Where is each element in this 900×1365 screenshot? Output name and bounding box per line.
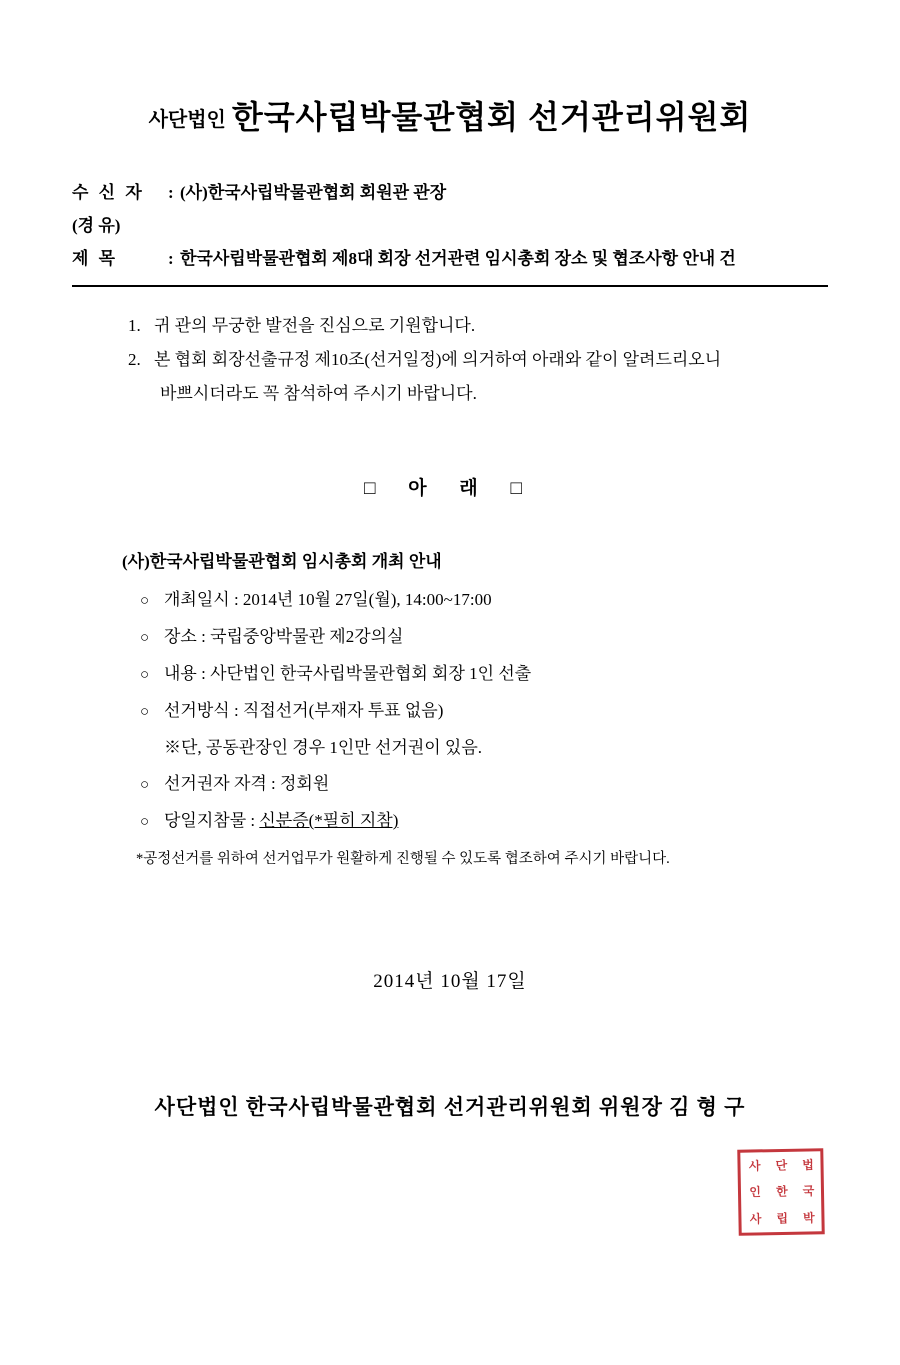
- recipient-separator: :: [168, 183, 174, 202]
- body-item-text: [154, 343, 828, 411]
- seal-cell: 립: [774, 1212, 789, 1226]
- seal-cell: 한: [774, 1185, 789, 1199]
- circle-bullet-icon: ○: [140, 777, 150, 793]
- recipient-row: [72, 176, 828, 209]
- circle-bullet-icon: ○: [140, 704, 150, 720]
- detail-text-prefix: 당일지참물 :: [164, 811, 260, 830]
- signature-text: 사단법인 한국사립박물관협회 선거관리위원회 위원장 김 형 구: [154, 1095, 746, 1119]
- detail-row: [122, 656, 828, 693]
- seal-cell: 인: [747, 1185, 762, 1200]
- detail-row: [122, 766, 828, 803]
- detail-text: 개최일시 : 2014년 10월 27일(월), 14:00~17:00: [164, 590, 492, 609]
- detail-text: 선거방식 : 직접선거(부재자 투표 없음): [164, 701, 444, 720]
- circle-bullet-icon: ○: [140, 630, 150, 646]
- subject-row: [72, 242, 828, 275]
- document-page: [0, 92, 900, 1365]
- body-item-number: 2.: [128, 350, 141, 369]
- seal-cell: 사: [747, 1159, 762, 1173]
- header-divider: [72, 285, 828, 287]
- document-title-prefix: 사단법인: [148, 109, 226, 131]
- arae-marker: □ 아 래 □: [364, 478, 536, 499]
- detail-row: [122, 619, 828, 656]
- circle-bullet-icon: ○: [140, 667, 150, 683]
- body-item-line1: 본 협회 회장선출규정 제10조(선거일정)에 의거하여 아래와 같이 알려드리오니: [154, 350, 722, 369]
- body-item-line2: 바쁘시더라도 꼭 참석하여 주시기 바랍니다.: [160, 384, 477, 403]
- official-seal-stamp: [737, 1148, 824, 1235]
- detail-text: 장소 : 국립중앙박물관 제2강의실: [164, 627, 404, 646]
- document-title: [72, 92, 828, 138]
- detail-row: [122, 582, 828, 619]
- details-footnote: *공정선거를 위하여 선거업무가 원활하게 진행될 수 있도록 협조하여 주시기 바랍니다.: [136, 851, 670, 867]
- via-row: [72, 209, 828, 242]
- detail-text-underlined: 신분증(*필히 지참): [259, 811, 399, 830]
- signature-line: [72, 1091, 828, 1121]
- seal-cell: 법: [800, 1158, 815, 1172]
- subject-separator: :: [168, 249, 174, 268]
- detail-row-underlined: [122, 803, 828, 840]
- body-item: [72, 309, 828, 343]
- detail-note: ※단, 공동관장인 경우 1인만 선거권이 있음.: [164, 738, 483, 757]
- document-title-main: 한국사립박물관협회 선거관리위원회: [231, 99, 752, 135]
- details-heading: (사)한국사립박물관협회 임시총회 개최 안내: [122, 552, 442, 571]
- seal-cell: 박: [801, 1211, 816, 1225]
- via-label: (경 유): [72, 216, 121, 235]
- document-date: 2014년 10월 17일: [373, 971, 527, 992]
- recipient-label: 수 신 자: [72, 183, 145, 202]
- body-item-number: 1.: [128, 316, 141, 335]
- details-section: [72, 544, 828, 872]
- body-item: [72, 343, 828, 411]
- subject-label: 제 목: [72, 249, 119, 268]
- detail-row: [122, 693, 828, 730]
- seal-cell: 사: [747, 1212, 763, 1226]
- seal-cell: 국: [800, 1184, 816, 1199]
- detail-text: 선거권자 자격 : 정회원: [164, 774, 330, 793]
- body-paragraph-list: [72, 309, 828, 411]
- body-item-text: 귀 관의 무궁한 발전을 진심으로 기원합니다.: [154, 316, 476, 335]
- circle-bullet-icon: ○: [140, 593, 150, 609]
- subject-value: 한국사립박물관협회 제8대 회장 선거관련 임시총회 장소 및 협조사항 안내 건: [180, 249, 736, 268]
- recipient-value: (사)한국사립박물관협회 회원관 관장: [180, 183, 447, 202]
- seal-cell: 단: [773, 1158, 788, 1172]
- detail-text: 내용 : 사단법인 한국사립박물관협회 회장 1인 선출: [164, 664, 532, 683]
- document-meta-block: [72, 176, 828, 275]
- circle-bullet-icon: ○: [140, 814, 150, 830]
- detail-text: [164, 803, 828, 839]
